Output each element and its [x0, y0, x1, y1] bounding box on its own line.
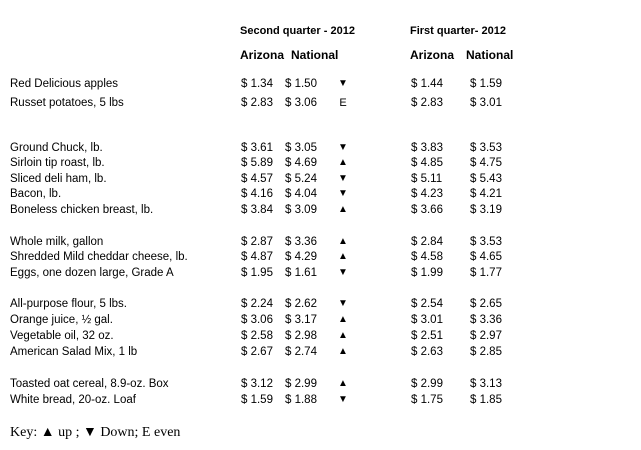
table-row: [0, 204, 641, 218]
table-row: [0, 378, 641, 392]
legend-key: Key: ▲ up ; ▼ Down; E even: [10, 425, 181, 440]
q2-arizona-price: $ 2.58: [241, 330, 273, 342]
q1-national-price: $ 3.53: [470, 236, 502, 248]
trend-indicator: ▲: [338, 330, 348, 341]
q1-arizona-price: $ 1.75: [411, 394, 443, 406]
table-row: [0, 97, 641, 111]
q2-arizona-price: $ 1.59: [241, 394, 273, 406]
trend-indicator: ▲: [338, 378, 348, 389]
q1-national-price: $ 3.19: [470, 204, 502, 216]
table-row: [0, 298, 641, 312]
q1-national-price: $ 4.65: [470, 251, 502, 263]
q2-arizona-price: $ 1.34: [241, 78, 273, 90]
table-row: [0, 142, 641, 156]
q1-arizona-price: $ 4.58: [411, 251, 443, 263]
q2-national-header: National: [291, 48, 339, 62]
q2-national-price: $ 3.09: [285, 204, 317, 216]
q2-national-price: $ 2.74: [285, 346, 317, 358]
q2-arizona-price: $ 4.16: [241, 188, 273, 200]
q1-arizona-price: $ 2.54: [411, 298, 443, 310]
item-name: Red Delicious apples: [10, 78, 119, 90]
item-name: Boneless chicken breast, lb.: [10, 204, 154, 216]
trend-indicator: ▲: [338, 251, 348, 262]
q2-arizona-price: $ 3.12: [241, 378, 273, 390]
q2-arizona-price: $ 2.24: [241, 298, 273, 310]
q1-arizona-price: $ 2.99: [411, 378, 443, 390]
item-name: Sirloin tip roast, lb.: [10, 157, 105, 169]
q1-arizona-price: $ 5.11: [411, 173, 443, 185]
item-name: All-purpose flour, 5 lbs.: [10, 298, 127, 310]
table-row: [0, 251, 641, 265]
q2-arizona-price: $ 3.84: [241, 204, 273, 216]
q2-arizona-price: $ 4.87: [241, 251, 273, 263]
q2-arizona-price: $ 3.61: [241, 142, 273, 154]
trend-indicator: ▼: [338, 394, 348, 405]
q1-title: First quarter- 2012: [410, 25, 506, 37]
q2-national-price: $ 4.69: [285, 157, 317, 169]
q1-arizona-header: Arizona: [410, 48, 455, 62]
q1-national-price: $ 4.75: [470, 157, 502, 169]
table-row: [0, 267, 641, 281]
q1-arizona-price: $ 2.51: [411, 330, 443, 342]
trend-indicator: ▼: [338, 78, 348, 89]
q1-arizona-price: $ 2.63: [411, 346, 443, 358]
trend-indicator: ▲: [338, 236, 348, 247]
table-row: [0, 394, 641, 408]
q2-national-price: $ 1.88: [285, 394, 317, 406]
q1-arizona-price: $ 4.23: [411, 188, 443, 200]
table-row: [0, 157, 641, 171]
q1-national-price: $ 3.53: [470, 142, 502, 154]
item-name: Vegetable oil, 32 oz.: [10, 330, 114, 342]
q1-national-price: $ 5.43: [470, 173, 502, 185]
item-name: Ground Chuck, lb.: [10, 142, 103, 154]
item-name: Shredded Mild cheddar cheese, lb.: [10, 251, 188, 263]
trend-indicator: ▼: [338, 142, 348, 153]
q2-arizona-header: Arizona: [240, 48, 285, 62]
item-name: Eggs, one dozen large, Grade A: [10, 267, 174, 279]
trend-indicator: ▲: [338, 314, 348, 325]
trend-indicator: ▼: [338, 173, 348, 184]
q1-national-price: $ 2.85: [470, 346, 502, 358]
table-row: [0, 78, 641, 92]
table-row: [0, 346, 641, 360]
trend-indicator: E: [339, 97, 347, 109]
item-name: Orange juice, ½ gal.: [10, 314, 113, 326]
trend-indicator: ▼: [338, 298, 348, 309]
q1-arizona-price: $ 2.84: [411, 236, 443, 248]
q1-national-price: $ 4.21: [470, 188, 502, 200]
q1-arizona-price: $ 2.83: [411, 97, 443, 109]
item-name: Bacon, lb.: [10, 188, 62, 200]
item-name: Russet potatoes, 5 lbs: [10, 97, 124, 109]
q1-national-price: $ 2.97: [470, 330, 502, 342]
q2-arizona-price: $ 5.89: [241, 157, 273, 169]
table-row: [0, 330, 641, 344]
table-row: [0, 236, 641, 250]
q1-national-price: $ 1.59: [470, 78, 502, 90]
q2-arizona-price: $ 4.57: [241, 173, 273, 185]
q2-title: Second quarter - 2012: [240, 25, 355, 37]
q2-national-price: $ 1.61: [285, 267, 317, 279]
q1-national-price: $ 2.65: [470, 298, 502, 310]
trend-indicator: ▼: [338, 267, 348, 278]
q1-national-price: $ 1.85: [470, 394, 502, 406]
q2-arizona-price: $ 1.95: [241, 267, 273, 279]
trend-indicator: ▲: [338, 204, 348, 215]
trend-indicator: ▼: [338, 188, 348, 199]
q2-arizona-price: $ 2.67: [241, 346, 273, 358]
q2-national-price: $ 3.05: [285, 142, 317, 154]
table-row: [0, 314, 641, 328]
q1-national-price: $ 3.13: [470, 378, 502, 390]
q1-national-price: $ 3.01: [470, 97, 502, 109]
q2-national-price: $ 2.62: [285, 298, 317, 310]
table-row: [0, 173, 641, 187]
q2-national-price: $ 4.04: [285, 188, 317, 200]
q2-arizona-price: $ 2.83: [241, 97, 273, 109]
q2-national-price: $ 3.17: [285, 314, 317, 326]
q1-national-header: National: [466, 48, 514, 62]
trend-indicator: ▲: [338, 346, 348, 357]
q1-arizona-price: $ 3.66: [411, 204, 443, 216]
item-name: Sliced deli ham, lb.: [10, 173, 107, 185]
q1-arizona-price: $ 1.99: [411, 267, 443, 279]
q2-arizona-price: $ 2.87: [241, 236, 273, 248]
q2-national-price: $ 1.50: [285, 78, 317, 90]
item-name: White bread, 20-oz. Loaf: [10, 394, 136, 406]
q1-national-price: $ 1.77: [470, 267, 502, 279]
q2-national-price: $ 2.98: [285, 330, 317, 342]
item-name: American Salad Mix, 1 lb: [10, 346, 138, 358]
q1-arizona-price: $ 3.01: [411, 314, 443, 326]
table-row: [0, 188, 641, 202]
q2-national-price: $ 5.24: [285, 173, 317, 185]
q2-national-price: $ 3.36: [285, 236, 317, 248]
item-name: Toasted oat cereal, 8.9-oz. Box: [10, 378, 169, 390]
q2-arizona-price: $ 3.06: [241, 314, 273, 326]
trend-indicator: ▲: [338, 157, 348, 168]
q1-national-price: $ 3.36: [470, 314, 502, 326]
q1-arizona-price: $ 3.83: [411, 142, 443, 154]
q2-national-price: $ 2.99: [285, 378, 317, 390]
item-name: Whole milk, gallon: [10, 236, 104, 248]
q1-arizona-price: $ 4.85: [411, 157, 443, 169]
q2-national-price: $ 4.29: [285, 251, 317, 263]
q2-national-price: $ 3.06: [285, 97, 317, 109]
q1-arizona-price: $ 1.44: [411, 78, 443, 90]
